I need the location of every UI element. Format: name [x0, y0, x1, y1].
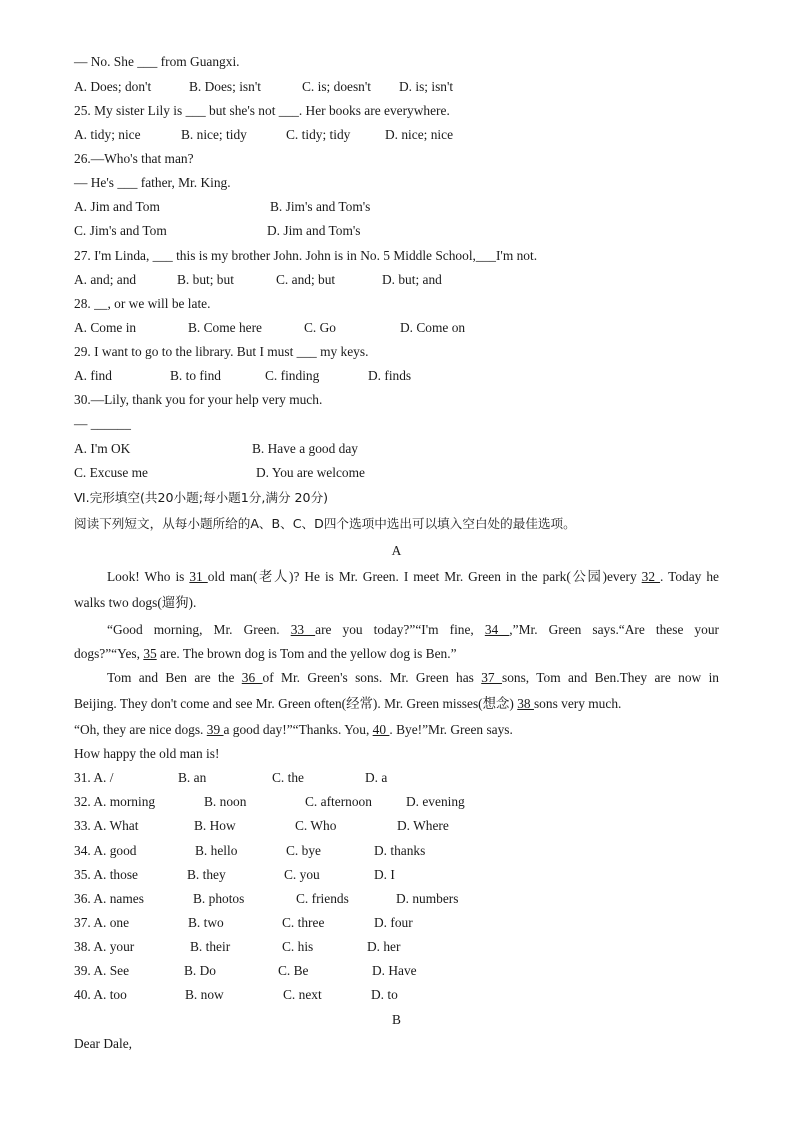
- q26-answer-line: — He's ___ father, Mr. King.: [74, 175, 231, 190]
- option: 40. A. too: [74, 987, 127, 1002]
- option: C. is; doesn't: [302, 79, 371, 94]
- option: B. How: [194, 818, 236, 833]
- option: C. friends: [296, 891, 349, 906]
- passage-a-line: walks two dogs(遛狗).: [74, 595, 197, 610]
- option: C. Be: [278, 963, 309, 978]
- option: 38. A. your: [74, 939, 135, 954]
- option: 37. A. one: [74, 915, 130, 930]
- option: C. his: [282, 939, 314, 954]
- option: B. they: [187, 867, 226, 882]
- q28-stem: 28. __, or we will be late.: [74, 296, 211, 311]
- option: A. tidy; nice: [74, 127, 141, 142]
- option: B. Jim's and Tom's: [270, 199, 371, 214]
- option: C. bye: [286, 843, 321, 858]
- option: C. next: [283, 987, 322, 1002]
- option: C. Excuse me: [74, 465, 149, 480]
- option: C. afternoon: [305, 794, 372, 809]
- blank-39: 39: [206, 722, 224, 737]
- option: B. Come here: [188, 320, 263, 335]
- option: D. thanks: [374, 843, 426, 858]
- blank-31: 31: [189, 569, 208, 584]
- option: D. evening: [406, 794, 465, 809]
- passage-a-line: How happy the old man is!: [74, 746, 220, 761]
- passage-b-label: B: [392, 1012, 401, 1027]
- option: B. noon: [204, 794, 247, 809]
- option: B. Does; isn't: [189, 79, 261, 94]
- option: D. You are welcome: [256, 465, 365, 480]
- passage-a-line: “Oh, they are nice dogs. 39 a good day!”“Thanks. You, 40 . Bye!”Mr. Green says.: [74, 722, 513, 737]
- option: D. a: [365, 770, 388, 785]
- blank-33: 33: [290, 622, 316, 637]
- option: 32. A. morning: [74, 794, 156, 809]
- option: B. now: [185, 987, 224, 1002]
- option: A. Jim and Tom: [74, 199, 160, 214]
- option: D. nice; nice: [385, 127, 454, 142]
- option: A. and; and: [74, 272, 137, 287]
- option: A. I'm OK: [74, 441, 131, 456]
- option: D. four: [374, 915, 413, 930]
- option: B. two: [188, 915, 224, 930]
- passage-a-line: Look! Who is 31 old man(老人)? He is Mr. Green. I meet Mr. Green in the park(公园)every 32 . Today he: [107, 569, 719, 584]
- q24-answer-line: — No. She ___ from Guangxi.: [74, 54, 240, 69]
- q25-stem: 25. My sister Lily is ___ but she's not ___. Her books are everywhere.: [74, 103, 450, 118]
- option: B. Do: [184, 963, 216, 978]
- option: D. Where: [397, 818, 449, 833]
- option: C. three: [282, 915, 325, 930]
- option: A. Does; don't: [74, 79, 152, 94]
- section-instructions: 阅读下列短文，从每小题所给的A、B、C、D四个选项中选出可以填入空白处的最佳选项。: [74, 516, 576, 531]
- option: C. and; but: [276, 272, 336, 287]
- passage-a-line: dogs?”“Yes, 35 are. The brown dog is Tom and the yellow dog is Ben.”: [74, 646, 457, 661]
- blank-40: 40: [372, 722, 390, 737]
- option: C. finding: [265, 368, 320, 383]
- option: C. Go: [304, 320, 336, 335]
- option: 36. A. names: [74, 891, 144, 906]
- passage-a-line: Tom and Ben are the 36 of Mr. Green's sons. Mr. Green has 37 sons, Tom and Ben.They are now in: [107, 670, 720, 685]
- q29-stem: 29. I want to go to the library. But I must ___ my keys.: [74, 344, 369, 359]
- passage-a-line: “Good morning, Mr. Green. 33 are you today?”“I'm fine, 34 ,”Mr. Green says.“Are these your: [107, 622, 719, 637]
- option: D. is; isn't: [399, 79, 454, 94]
- option: D. to: [371, 987, 398, 1002]
- blank-38: 38: [517, 696, 534, 711]
- option: D. numbers: [396, 891, 459, 906]
- option: B. photos: [193, 891, 245, 906]
- option: B. hello: [195, 843, 238, 858]
- option: 35. A. those: [74, 867, 138, 882]
- option: 39. A. See: [74, 963, 130, 978]
- option: A. find: [74, 368, 112, 383]
- blank-32: 32: [641, 569, 661, 584]
- option: D. Come on: [400, 320, 466, 335]
- blank-35: 35: [143, 646, 157, 661]
- option: A. Come in: [74, 320, 137, 335]
- option: D. her: [367, 939, 401, 954]
- q27-stem: 27. I'm Linda, ___ this is my brother John. John is in No. 5 Middle School,___I'm not.: [74, 248, 538, 263]
- option: C. Jim's and Tom: [74, 223, 167, 238]
- passage-a-label: A: [391, 543, 402, 558]
- option: C. the: [272, 770, 304, 785]
- option: C. Who: [295, 818, 337, 833]
- option: C. you: [284, 867, 320, 882]
- q30-stem: 30.—Lily, thank you for your help very much.: [74, 392, 323, 407]
- passage-a-line: Beijing. They don't come and see Mr. Green often(经常). Mr. Green misses(想念) 38 sons very much.: [74, 696, 622, 711]
- option: B. to find: [170, 368, 221, 383]
- option: 31. A. /: [74, 770, 114, 785]
- option: D. Have: [372, 963, 417, 978]
- option: D. I: [374, 867, 395, 882]
- option: C. tidy; tidy: [286, 127, 351, 142]
- blank-36: 36: [241, 670, 263, 685]
- section-title: Ⅵ.完形填空(共20小题;每小题1分,满分 20分): [74, 490, 329, 505]
- option: 33. A. What: [74, 818, 139, 833]
- option: B. their: [190, 939, 231, 954]
- q26-stem: 26.—Who's that man?: [74, 151, 194, 166]
- option: 34. A. good: [74, 843, 137, 858]
- blank-34: 34: [484, 622, 510, 637]
- option: B. nice; tidy: [181, 127, 247, 142]
- option: D. but; and: [382, 272, 442, 287]
- blank-37: 37: [481, 670, 502, 685]
- option: D. finds: [368, 368, 412, 383]
- option: B. Have a good day: [252, 441, 358, 456]
- q30-answer-line: — ______: [74, 416, 131, 431]
- letter-greeting: Dear Dale,: [74, 1036, 132, 1051]
- option: B. but; but: [177, 272, 234, 287]
- option: D. Jim and Tom's: [267, 223, 361, 238]
- option: B. an: [178, 770, 207, 785]
